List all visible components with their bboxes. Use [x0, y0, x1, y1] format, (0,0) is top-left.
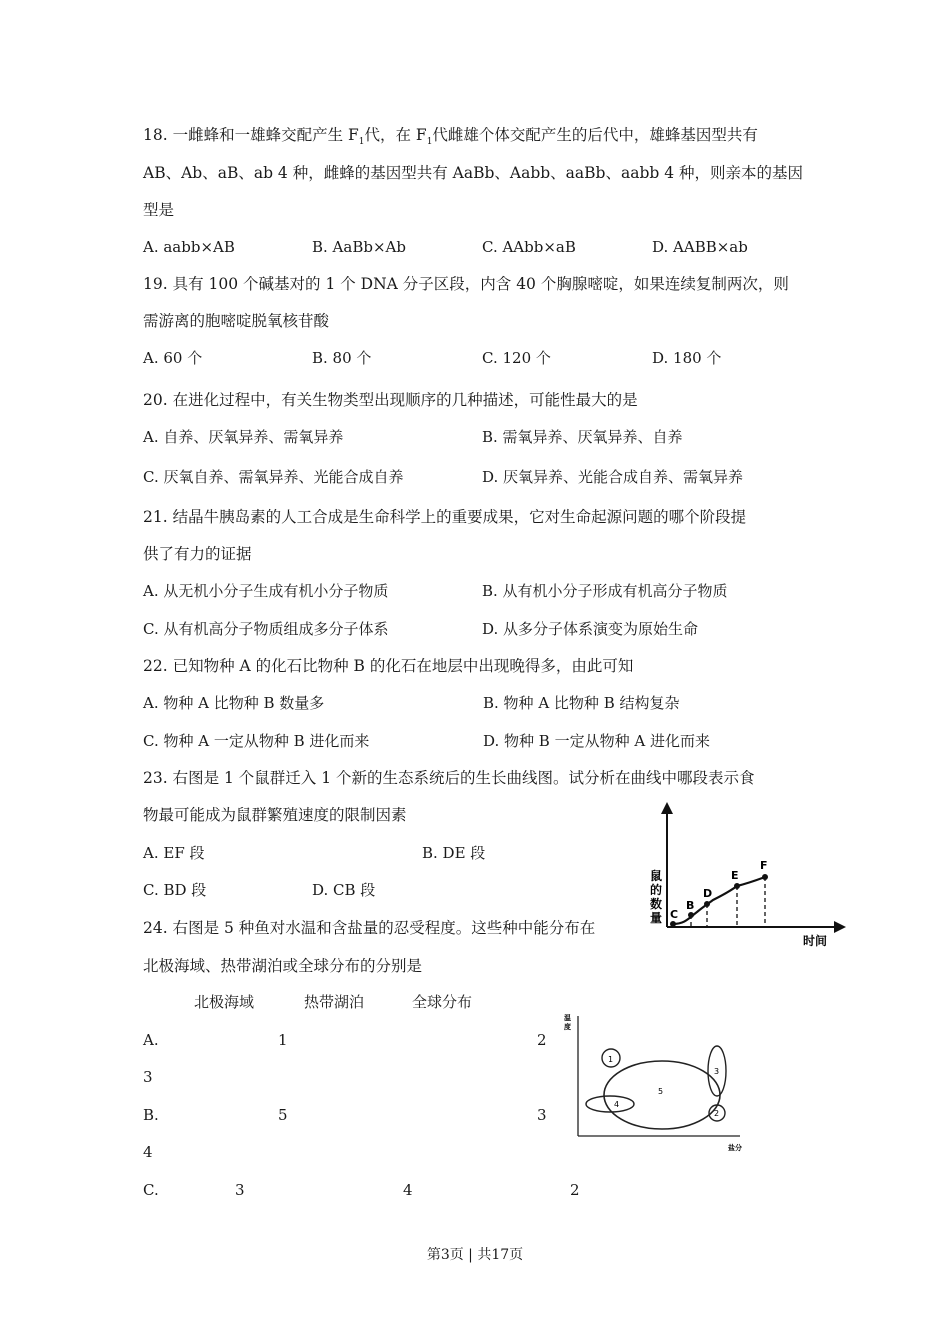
xlabel: 时间 [803, 934, 828, 948]
q18-option-c: C. AAbb×aB [482, 238, 576, 256]
q24-row-c-label: C. [143, 1181, 159, 1199]
label-5: 5 [658, 1087, 664, 1096]
q24-row-b-v1: 5 [278, 1106, 288, 1124]
q24-header-arctic: 北极海域 [194, 993, 255, 1011]
q23-option-d: D. CB 段 [312, 881, 376, 899]
q19-option-a: A. 60 个 [143, 349, 203, 367]
fish-tolerance-figure [558, 1008, 758, 1158]
label-b: B [686, 899, 695, 912]
label-2: 2 [714, 1109, 720, 1118]
q22-option-a: A. 物种 A 比物种 B 数量多 [143, 694, 325, 712]
q24-row-c-v3: 2 [570, 1181, 580, 1199]
ylabel-2: 的 [650, 883, 663, 897]
label-e: E [731, 869, 739, 882]
q19-line2: 需游离的胞嘧啶脱氧核苷酸 [143, 312, 330, 330]
q24-row-a-cont: 3 [143, 1068, 153, 1086]
point-e [734, 883, 740, 889]
ylabel-1: 鼠 [650, 869, 663, 883]
point-b [688, 912, 694, 918]
q19-option-d: D. 180 个 [652, 349, 722, 367]
ylabel-1: 温 [564, 1014, 571, 1022]
q23-option-c: C. BD 段 [143, 881, 207, 899]
q21-line2: 供了有力的证据 [143, 545, 252, 563]
q19-option-c: C. 120 个 [482, 349, 551, 367]
point-c [670, 921, 676, 927]
q24-row-b-label: B. [143, 1106, 159, 1124]
q19-option-b: B. 80 个 [312, 349, 372, 367]
q23-line1: 23. 右图是 1 个鼠群迁入 1 个新的生态系统后的生长曲线图。试分析在曲线中哪段表示食 [143, 769, 755, 787]
label-f: F [760, 859, 768, 872]
q20-option-c: C. 厌氧自养、需氧异养、光能合成自养 [143, 468, 404, 486]
q20-option-d: D. 厌氧异养、光能合成自养、需氧异养 [482, 468, 744, 486]
q24-row-b-v2: 3 [537, 1106, 547, 1124]
q24-header-global: 全球分布 [412, 993, 473, 1011]
label-3: 3 [714, 1067, 720, 1076]
q24-line1: 24. 右图是 5 种鱼对水温和含盐量的忍受程度。这些种中能分布在 [143, 919, 596, 937]
q24-line2: 北极海域、热带湖泊或全球分布的分别是 [143, 957, 423, 975]
q18-option-b: B. AaBb×Ab [312, 238, 406, 256]
xlabel: 盐分 [728, 1144, 742, 1152]
q21-line1: 21. 结晶牛胰岛素的人工合成是生命科学上的重要成果，它对生命起源问题的哪个阶段提 [143, 508, 747, 526]
label-1: 1 [608, 1055, 614, 1064]
ylabel-2: 度 [564, 1023, 571, 1031]
q22-option-c: C. 物种 A 一定从物种 B 进化而来 [143, 732, 370, 750]
q24-row-c-v2: 4 [403, 1181, 413, 1199]
q18-option-a: A. aabb×AB [143, 238, 235, 256]
label-4: 4 [614, 1100, 620, 1109]
q20-line1: 20. 在进化过程中，有关生物类型出现顺序的几种描述，可能性最大的是 [143, 391, 638, 409]
page-footer: 第3页 | 共17页 [426, 1247, 524, 1263]
point-f [762, 874, 768, 880]
q24-row-c-v1: 3 [235, 1181, 245, 1199]
q21-option-c: C. 从有机高分子物质组成多分子体系 [143, 620, 389, 638]
population-growth-figure [645, 800, 850, 955]
q24-row-a-v2: 2 [537, 1031, 547, 1049]
q18-line1: 18. 一雌蜂和一雄蜂交配产生 $F_1$代，在 $F_1$代雌雄个体交配产生的后代中，雄蜂基因型共有 [143, 126, 758, 148]
q19-line1: 19. 具有 100 个碱基对的 1 个 DNA 分子区段，内含 40 个胸腺嘧啶，如果连续复制两次，则 [143, 275, 789, 293]
q21-option-b: B. 从有机小分子形成有机高分子物质 [482, 582, 728, 600]
q20-option-b: B. 需氧异养、厌氧异养、自养 [482, 428, 683, 446]
q18-line2: AB、Ab、aB、ab 4 种，雌蜂的基因型共有 AaBb、Aabb、aaBb、aabb 4 种，则亲本的基因 [143, 164, 804, 182]
q24-header-tropical: 热带湖泊 [304, 993, 365, 1011]
q22-option-d: D. 物种 B 一定从物种 A 进化而来 [483, 732, 710, 750]
q22-option-b: B. 物种 A 比物种 B 结构复杂 [483, 694, 680, 712]
label-c: C [670, 908, 679, 921]
q18-line3: 型是 [143, 201, 175, 219]
ylabel-3: 数 [650, 897, 663, 911]
label-d: D [703, 887, 713, 900]
q24-row-a-v1: 1 [278, 1031, 288, 1049]
ylabel-4: 量 [650, 911, 663, 925]
q22-line1: 22. 已知物种 A 的化石比物种 B 的化石在地层中出现晚得多，由此可知 [143, 657, 634, 675]
q21-option-d: D. 从多分子体系演变为原始生命 [482, 620, 699, 638]
point-d [704, 901, 710, 907]
q24-row-b-cont: 4 [143, 1143, 153, 1161]
q21-option-a: A. 从无机小分子生成有机小分子物质 [143, 582, 389, 600]
q18-option-d: D. AABB×ab [652, 238, 748, 256]
q20-option-a: A. 自养、厌氧异养、需氧异养 [143, 428, 344, 446]
q23-line2: 物最可能成为鼠群繁殖速度的限制因素 [143, 806, 407, 824]
q23-option-a: A. EF 段 [143, 844, 205, 862]
q23-option-b: B. DE 段 [422, 844, 486, 862]
q24-row-a-label: A. [143, 1031, 159, 1049]
